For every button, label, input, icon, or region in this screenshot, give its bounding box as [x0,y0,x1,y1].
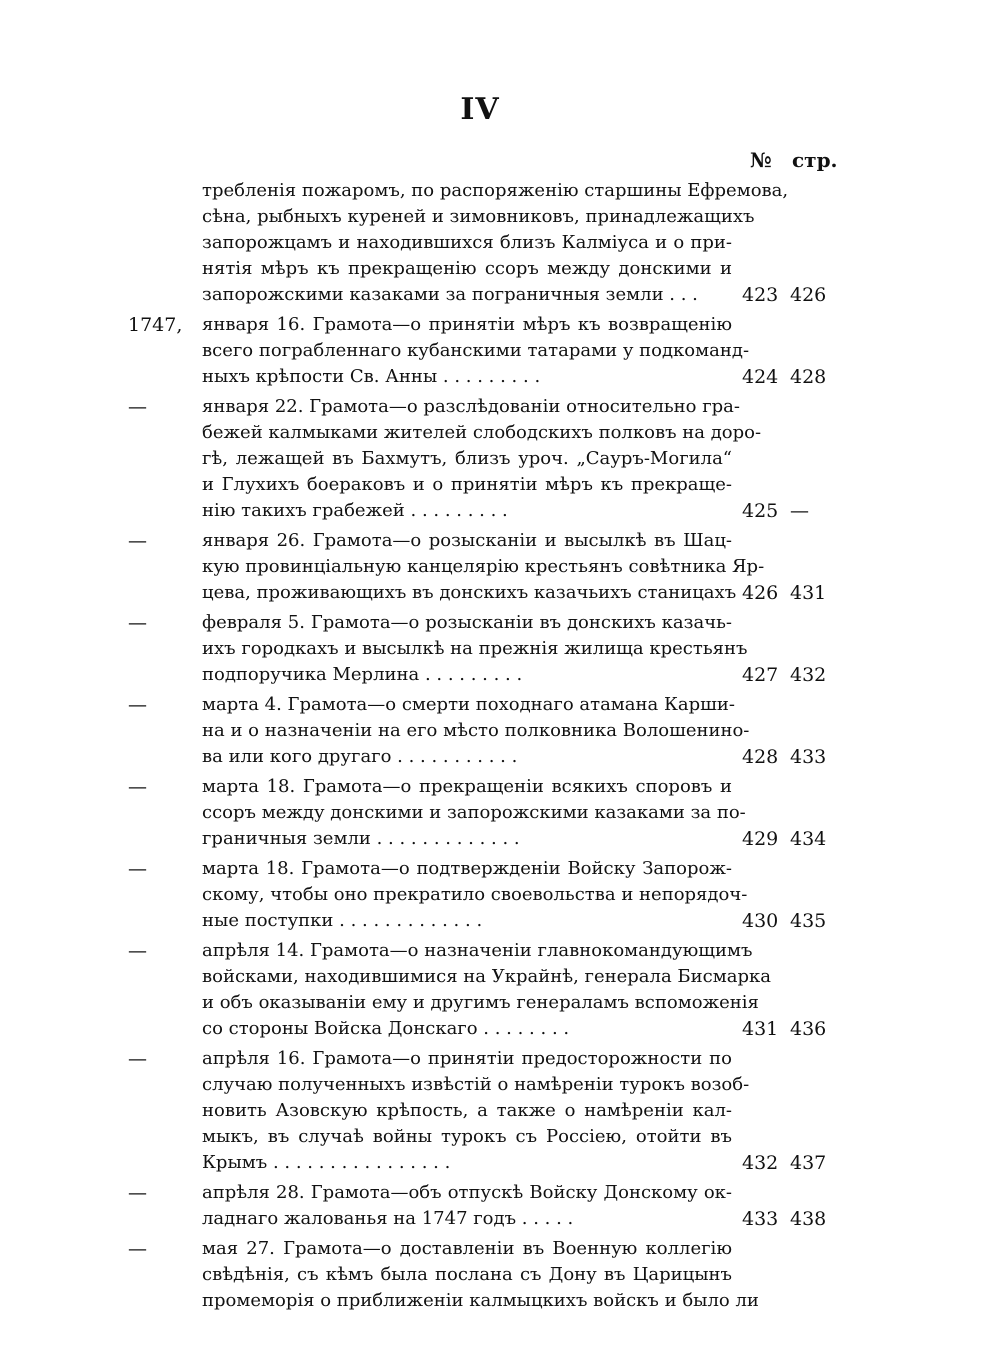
entry-line: апрѣля 28. Грамота—объ отпускѣ Войску Донскому ок- [202,1182,732,1203]
entry-date-marker: — [128,940,147,962]
entry-page: 428 [790,366,827,388]
entry-line: ладнаго жалованья на 1747 годъ . . . . . [202,1208,574,1229]
entry-line: Крымъ . . . . . . . . . . . . . . . . [202,1152,451,1173]
entry-line: ва или кого другаго . . . . . . . . . . . [202,746,518,767]
entry-number: 428 [742,746,779,768]
entry-line: промеморія о приближеніи калмыцкихъ войскъ и было ли [202,1290,759,1311]
entry-line: сѣна, рыбныхъ куреней и зимовниковъ, принадлежащихъ [202,206,755,227]
entry-line: ные поступки . . . . . . . . . . . . . [202,910,483,931]
entry-page: 433 [790,746,827,768]
entry-page: 438 [790,1208,827,1230]
entry-line: всего пограбленнаго кубанскими татарами у подкоманд- [202,340,750,361]
entry-line: кую провинціальную канцелярію крестьянъ совѣтника Яр- [202,556,765,577]
entry-line: мыкъ, въ случаѣ войны турокъ съ Россіею, отойти въ [202,1126,732,1147]
entry-line: ссоръ между донскими и запорожскими казаками за по- [202,802,746,823]
entry-text [202,856,748,934]
entry-line: новить Азовскую крѣпость, а также о намѣреніи кал- [202,1100,732,1121]
entry-text [202,774,746,852]
entry-page: 432 [790,664,827,686]
toc-entry [0,1236,1000,1314]
entry-text [202,692,750,770]
entry-number: 429 [742,828,779,850]
entry-date-marker: — [128,612,147,634]
entry-line: цева, проживающихъ въ донскихъ казачьихъ станицахъ [202,582,737,603]
toc-entry [0,178,1000,308]
entry-line: ихъ городкахъ и высылкѣ на прежнія жилища крестьянъ [202,638,748,659]
entry-line: мая 27. Грамота—о доставленіи въ Военную коллегію [202,1238,732,1259]
entry-date-marker: — [128,1182,147,1204]
toc-entry [0,856,1000,934]
entry-references [742,908,836,934]
entry-line: свѣдѣнія, съ кѣмъ была послана съ Дону въ Царицынъ [202,1264,732,1285]
entry-references [742,498,836,524]
entries-list [0,178,1000,1318]
entry-line: нію такихъ грабежей . . . . . . . . . [202,500,508,521]
entry-references [742,1206,836,1232]
entry-line: скому, чтобы оно прекратило своевольства и непорядоч- [202,884,748,905]
entry-page: 436 [790,1018,827,1040]
entry-line: февраля 5. Грамота—о розысканіи въ донскихъ казачь- [202,612,732,633]
entry-number: 433 [742,1208,779,1230]
toc-entry [0,312,1000,390]
entry-line: требленія пожаромъ, по распоряженію старшины Ефремова, [202,180,789,201]
entry-page: 435 [790,910,827,932]
entry-number: 432 [742,1152,779,1174]
entry-line: бежей калмыками жителей слободскихъ полковъ на доро- [202,422,762,443]
entry-line: января 26. Грамота—о розысканіи и высылкѣ въ Шац- [202,530,732,551]
entry-line: войсками, находившимися на Украйнѣ, генерала Бисмарка [202,966,771,987]
entry-line: марта 18. Грамота—о прекращеніи всякихъ споровъ и [202,776,732,797]
entry-references [742,1150,836,1176]
entry-line: нятія мѣръ къ прекращенію ссоръ между донскими и [202,258,732,279]
entry-text [202,610,748,688]
entry-page: — [790,500,809,522]
toc-entry [0,610,1000,688]
entry-line: марта 18. Грамота—о подтвержденіи Войску Запорож- [202,858,732,879]
entry-references [742,282,836,308]
entry-line: гѣ, лежащей въ Бахмутъ, близъ уроч. „Сауръ-Могила“ [202,448,732,469]
entry-text [202,1236,759,1314]
entry-number: 426 [742,582,779,604]
entry-line: марта 4. Грамота—о смерти походнаго атамана Карши- [202,694,735,715]
entry-references [742,364,836,390]
entry-text [202,1180,732,1232]
toc-entry [0,692,1000,770]
column-header-number: № [750,148,772,172]
entry-page: 434 [790,828,827,850]
toc-entry [0,394,1000,524]
entry-page: 431 [790,582,827,604]
entry-line: января 22. Грамота—о разслѣдованіи относительно гра- [202,396,740,417]
entry-number: 431 [742,1018,779,1040]
entry-line: апрѣля 16. Грамота—о принятіи предосторожности по [202,1048,732,1069]
entry-line: со стороны Войска Донскаго . . . . . . . . [202,1018,570,1039]
entry-page: 426 [790,284,827,306]
toc-entry [0,1046,1000,1176]
entry-line: граничныя земли . . . . . . . . . . . . . [202,828,520,849]
entry-line: на и о назначеніи на его мѣсто полковника Волошенино- [202,720,750,741]
entry-date-marker: — [128,1048,147,1070]
entry-references [742,1016,836,1042]
toc-entry [0,938,1000,1042]
entry-date-marker: — [128,530,147,552]
entry-line: ныхъ крѣпости Св. Анны . . . . . . . . . [202,366,541,387]
entry-number: 425 [742,500,779,522]
entry-references [742,662,836,688]
page-number: IV [460,92,500,127]
toc-entry [0,774,1000,852]
entry-text [202,312,750,390]
column-header-page: стр. [792,148,838,172]
entry-line: января 16. Грамота—о принятіи мѣръ къ возвращенію [202,314,732,335]
entry-date-marker: — [128,396,147,418]
entry-date-marker: — [128,776,147,798]
toc-entry [0,1180,1000,1232]
entry-references [742,1288,836,1314]
entry-number: 423 [742,284,779,306]
entry-text [202,1046,750,1176]
entry-date-marker: — [128,694,147,716]
entry-line: запорожцамъ и находившихся близъ Калміуса и о при- [202,232,732,253]
entry-line: подпоручика Мерлина . . . . . . . . . [202,664,523,685]
entry-line: и объ оказываніи ему и другимъ генераламъ вспоможенія [202,992,759,1013]
entry-line: запорожскими казаками за пограничныя земли . . . [202,284,698,305]
entry-date-marker: 1747, [128,314,183,336]
entry-line: и Глухихъ боераковъ и о принятіи мѣръ къ прекраще- [202,474,732,495]
entry-page: 437 [790,1152,827,1174]
entry-line: случаю полученныхъ извѣстій о намѣреніи турокъ возоб- [202,1074,750,1095]
entry-number: 430 [742,910,779,932]
entry-date-marker: — [128,1238,147,1260]
entry-references [742,826,836,852]
entry-date-marker: — [128,858,147,880]
entry-line: апрѣля 14. Грамота—о назначеніи главнокомандующимъ [202,940,753,961]
entry-references [742,580,836,606]
entry-number: 424 [742,366,779,388]
toc-entry [0,528,1000,606]
entry-number: 427 [742,664,779,686]
entry-references [742,744,836,770]
